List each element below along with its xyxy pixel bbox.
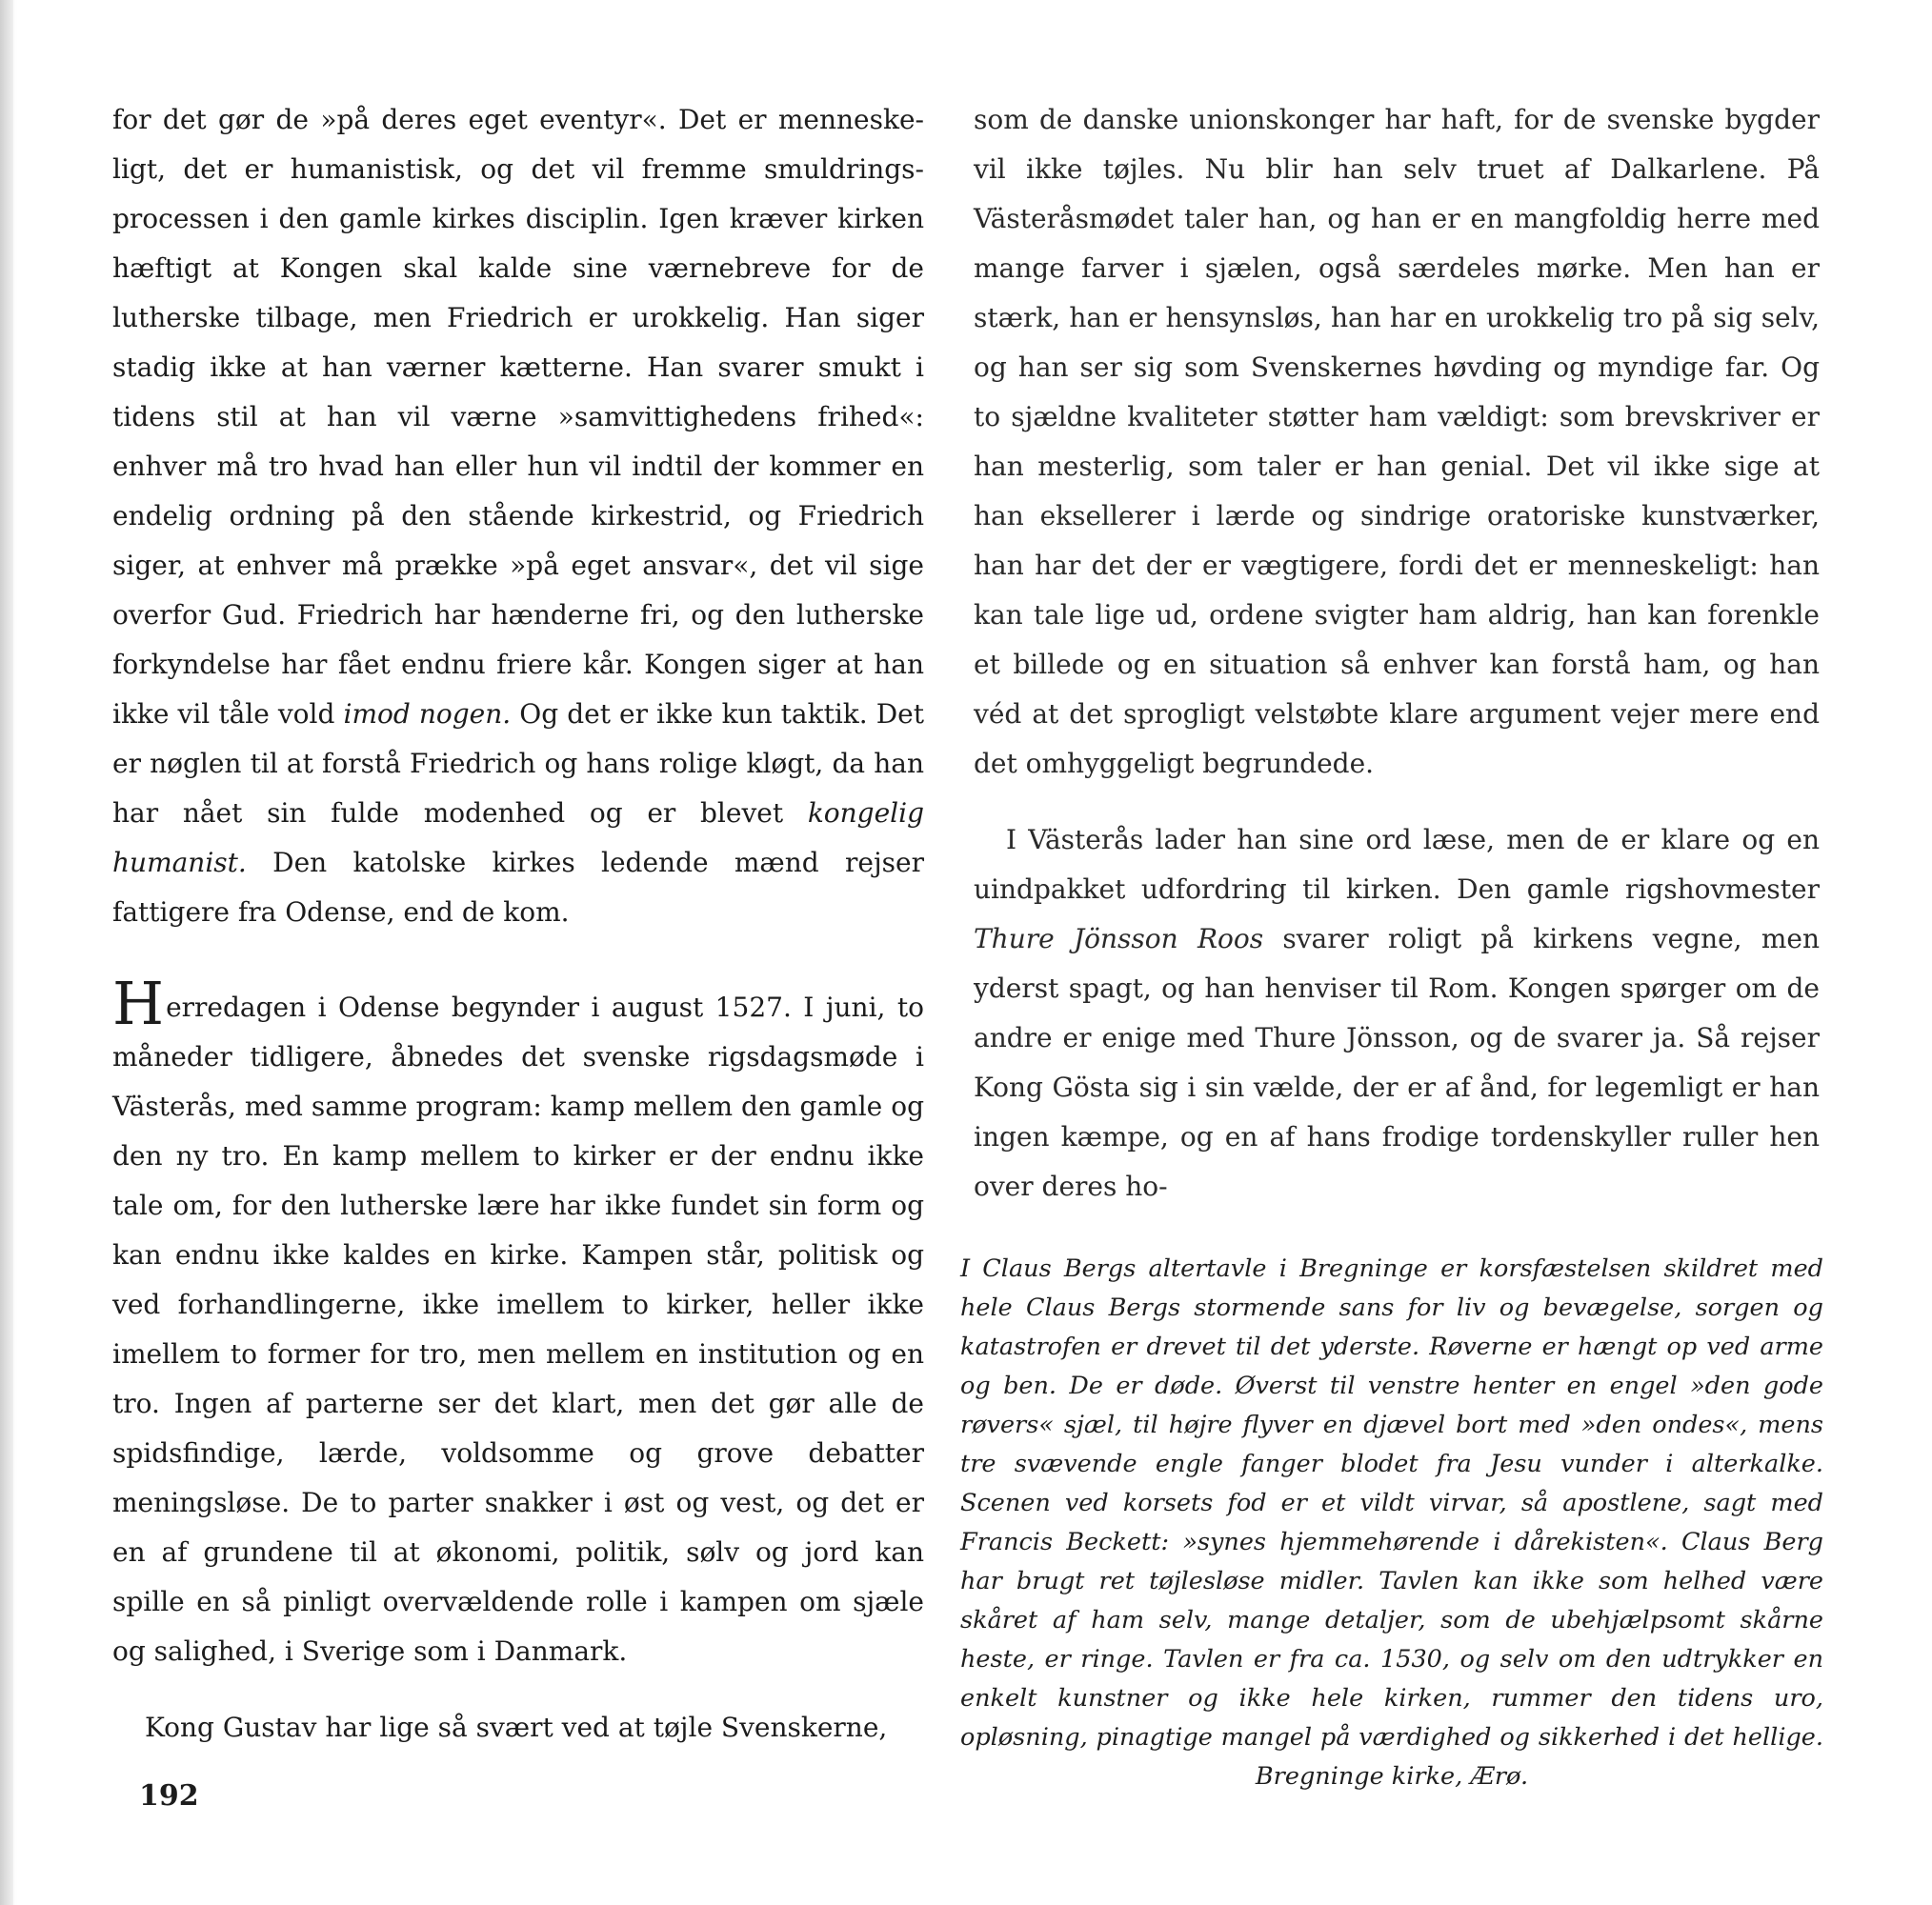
paragraph-unionskonger: som de danske unionskonger har haft, for de svenske bygder vil ikke tøjles. Nu blir han selv truet af Dalkarlene. På Västeråsmødet taler han, og han er en mangfoldig herre med mange farver i sjælen, også særdeles mørke. Men han er stærk, han er hensynsløs, han har en urokkelig tro på sig selv, og han ser sig som Svenskernes høvding og myndige far. Og to sjældne kvaliteter støtter ham vældigt: som brevskriver er han mesterlig, som taler er han genial. Det vil ikke sige at han eksellerer i lærde og sindrige oratoriske kunstværker, han har det der er vægtigere, fordi det er menneskeligt: han kan tale lige ud, ordene svigter ham aldrig, han kan forenkle et billede og en situation så enhver kan forstå ham, og han véd at det sprogligt velstøbte klare argument vejer mere end det omhyggeligt begrundede. [974, 104, 1820, 779]
paragraph-kong-gustav: Kong Gustav har lige så svært ved at tøjle Svenskerne, [145, 1712, 888, 1743]
drop-cap: H [112, 969, 165, 1038]
image-caption: I Claus Bergs altertavle i Bregninge er korsfæstelsen skildret med hele Claus Bergs stormende sans for liv og bevægelse, sorgen og katastrofen er drevet til det yderste. Røverne er hængt op ved arme og ben. De er døde. Øverst til venstre henter en engel »den gode røvers« sjæl, til højre flyver en djævel bort med »den ondes«, mens tre svævende engle fanger blodet fra Jesu vunder i alterkalke. Scenen ved korsets fod er et vildt virvar, så apostlene, sagt med Francis Beckett: »synes hjemmehørende i dårekisten«. Claus Berg har brugt ret tøjlesløse midler. Tavlen kan ikke som helhed være skåret af ham selv, mange detaljer, som de ubehjælpsomt skårne heste, er ringe. Tavlen er fra ca. 1530, og selv om den udtrykker en enkelt kunstner og ikke hele kirken, rummer den tidens uro, opløsning, pinagtige mangel på værdighed og sikkerhed i det hellige. Bregninge kirke, Ærø. [960, 1254, 1823, 1791]
paragraph-herredagen: Herredagen i Odense begynder i august 1527. I juni, to måneder tidligere, åbnedes det svenske rigsdagsmøde i Västerås, med samme program: kamp mellem den gamle og den ny tro. En kamp mellem to kirker er der endnu ikke tale om, for den lutherske lære har ikke fundet sin form og kan endnu ikke kaldes en kirke. Kampen står, politisk og ved forhandlingerne, ikke imellem to kirker, heller ikke imellem to former for tro, men mellem en institution og en tro. Ingen af parterne ser det klart, men det gør alle de spidsfindige, lærde, voldsomme og grove debatter meningsløse. De to parter snakker i øst og vest, og det er en af grundene til at økonomi, politik, sølv og jord kan spille en så pinligt overvældende rolle i kampen om sjæle og salighed, i Sverige som i Danmark. [112, 969, 924, 1667]
paragraph-vasteras: I Västerås lader han sine ord læse, men de er klare og en uindpakket udfordring til kirken. Den gamle rigshovmester Thure Jönsson Roos svarer roligt på kirkens vegne, men yderst spagt, og han henviser til Rom. Kongen spørger om de andre er enige med Thure Jönsson, og de svarer ja. Så rejser Kong Gösta sig i sin vælde, der er af ånd, for legemligt er han ingen kæmpe, og en af hans frodige tordenskyller ruller hen over deres ho- [974, 824, 1820, 1202]
right-text-column [974, 95, 1820, 1212]
book-spine-shadow [0, 0, 13, 1905]
emphasis-kongelig-humanist: kongelig humanist. [112, 797, 924, 878]
page-number: 192 [139, 1779, 199, 1813]
emphasis-imod-nogen: imod nogen. [343, 698, 512, 730]
left-text-column [112, 95, 924, 1753]
paragraph-friedrich: for det gør de »på deres eget eventyr«. Det er menneskeligt, det er humanistisk, og det vil fremme smuldringsprocessen i den gamle kirkes disciplin. Igen kræver kirken hæftigt at Kongen skal kalde sine værnebreve for de lutherske tilbage, men Friedrich er urokkelig. Han siger stadig ikke at han værner kætterne. Han svarer smukt i tidens stil at han vil værne »samvittighedens frihed«: enhver må tro hvad han eller hun vil indtil der kommer en endelig ordning på den stående kirkestrid, og Friedrich siger, at enhver må prække »på eget ansvar«, det vil sige overfor Gud. Friedrich har hænderne fri, og den lutherske forkyndelse har fået endnu friere kår. Kongen siger at han ikke vil tåle vold imod nogen. Og det er ikke kun taktik. Det er nøglen til at forstå Friedrich og hans rolige kløgt, da han har nået sin fulde modenhed og er blevet kongelig humanist. Den katolske kirkes ledende mænd rejser fattigere fra Odense, end de kom. [112, 104, 924, 928]
emphasis-thure-jonsson-roos: Thure Jönsson Roos [974, 923, 1264, 954]
